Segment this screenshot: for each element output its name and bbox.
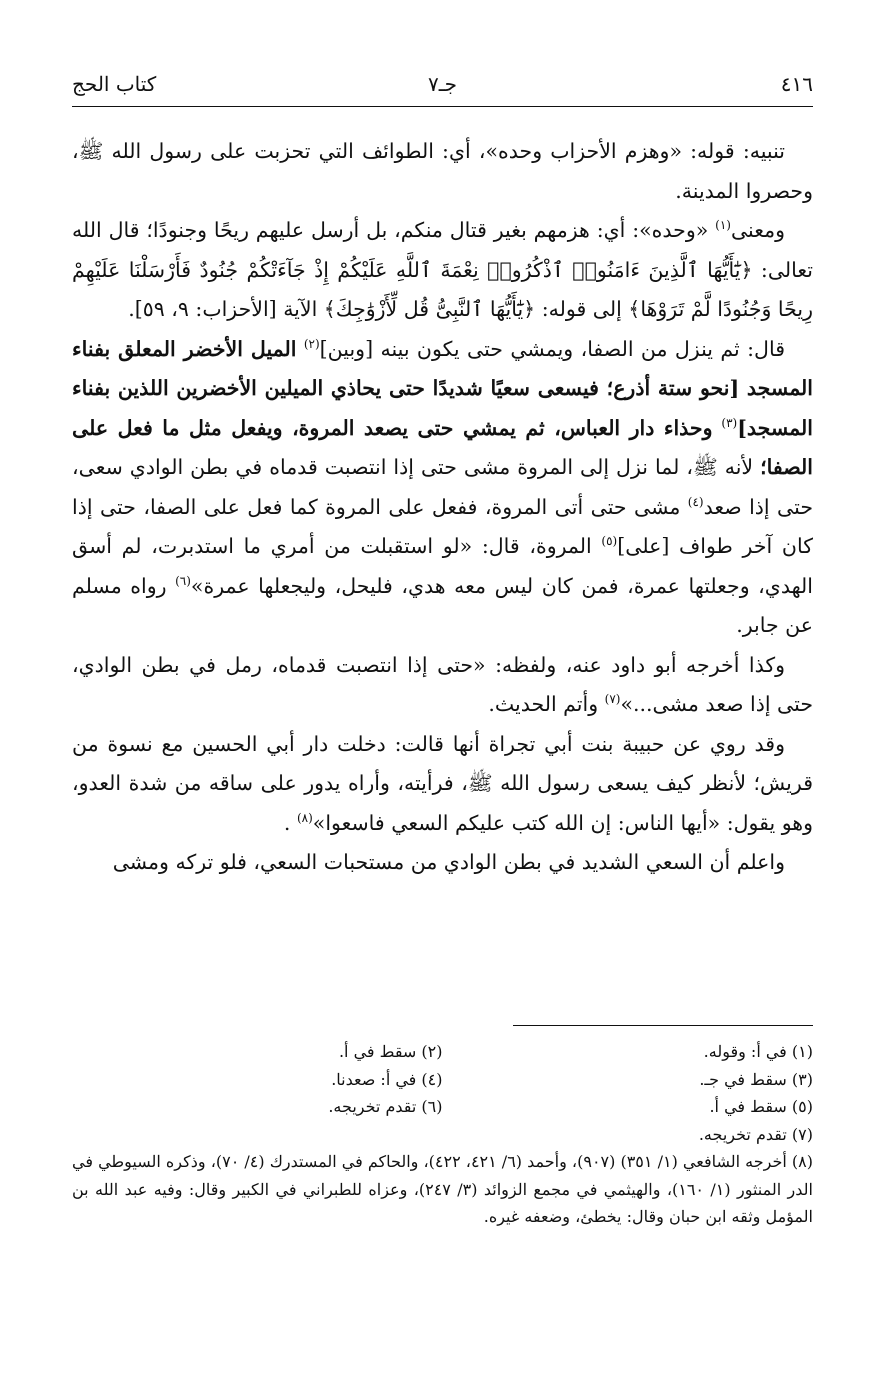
paragraph-sai [72,330,813,646]
text-segment: قال: ثم ينزل من الصفا، ويمشي حتى يكون بينه [وبين] [319,336,785,361]
header-rule [72,106,813,107]
paragraph-closing: واعلم أن السعي الشديد في بطن الوادي من مستحبات السعي، فلو تركه ومشى [112,850,785,874]
text-segment: . [283,810,291,835]
footnote-4: (٤) في أ: صعدنا. [331,1069,443,1089]
text-segment: المروة، قال: «لو استقبلت من أمري ما استدبرت، لم أسق الهدي، وجعلتها عمرة، فمن كان ليس معه هدي، فليحل، وليجعلها عمرة» [72,534,813,598]
footnote-ref: (٦) [175,573,191,588]
footnote-ref: (٣) [721,415,738,430]
bold-text: الميل الأخضر المعلق بفناء المسجد [نحو ستة أذرع؛ فيسعى سعيًا شديدًا حتى يحاذي الميلين الأخضرين اللذين بفناء المسجد] [72,336,813,440]
footnote-row [72,1093,813,1121]
text-segment: رواه مسلم عن جابر. [72,573,813,637]
footnote-5: (٥) سقط في أ. [709,1097,813,1116]
paragraph-meaning [72,211,813,330]
book-title: كتاب الحج [72,72,157,96]
footnote-ref: (١) [715,218,731,233]
footnote-1: (١) في أ: وقوله. [703,1042,813,1061]
page-number: ٤١٦ [780,72,813,96]
text-segment: لأنه ﷺ، لما نزل إلى المروة مشى حتى إذا انتصبت قدماه في بطن الوادي سعى، حتى إذا صعد [72,455,813,519]
footnote-ref: (٥) [601,534,618,549]
volume-label: جـ٧ [428,72,457,96]
paragraph-abudawud [72,646,813,725]
footnote-rule [513,1025,813,1026]
bold-text: وحذاء دار العباس، ثم يمشي حتى يصعد المروة، ويفعل مثل ما فعل على الصفا؛ [72,415,813,479]
footnote-ref: (٨) [296,810,313,825]
text-segment: «وحده»: أي: هزمهم بغير قتال منكم، بل أرسل عليهم ريحًا وجنودًا؛ قال الله تعالى: ﴿يَٰٓأَيُّهَا ٱلَّذِينَ ءَامَنُوا۟ ٱذْكُرُوا۟ نِعْمَةَ ٱللَّهِ عَلَيْكُمْ إِذْ جَآءَتْكُمْ جُنُودٌ فَأَرْسَلْنَا عَلَيْهِمْ رِيحًا وَجُنُودًا لَّمْ تَرَوْهَا﴾ إلى قوله: ﴿يَٰٓأَيُّهَا ٱلنَّبِىُّ قُل لِّأَزْوَٰجِكَ﴾ الآية [الأحزاب: ٩، ٥٩]. [72,218,813,321]
text-segment: وكذا أخرجه أبو داود عنه، ولفظه: «حتى إذا انتصبت قدماه، رمل في بطن الوادي، حتى إذا صعد مشى...» [72,652,813,716]
footnote-3: (٣) سقط في جـ. [699,1069,813,1089]
footnote-ref: (٢) [303,336,320,351]
footnote-ref: (٤) [687,494,704,509]
main-text [72,132,813,883]
footnote-row [72,1038,813,1066]
footnote-8: (٨) أخرجه الشافعي (١/ ٣٥١) (٩٠٧)، وأحمد (٦/ ٤٢١، ٤٢٢)، والحاكم في المستدرك (٤/ ٧٠)، وذكره السيوطي في الدر المنثور (١/ ١٦٠)، والهيثمي في مجمع الزوائد (٣/ ٢٤٧)، وعزاه للطبراني في الكبير وقال: وفيه عبد الله بن المؤمل وثقه ابن حبان وقال: يخطئ، وضعفه غيره. [72,1152,813,1226]
footnote-ref: (٧) [604,692,621,707]
footnote-row [72,1066,813,1094]
footnote-7: (٧) تقدم تخريجه. [698,1124,813,1144]
footnote-6: (٦) تقدم تخريجه. [328,1097,443,1116]
text-segment: وأتم الحديث. [488,692,599,716]
running-header [72,72,813,100]
text-segment: وقد روي عن حبيبة بنت أبي تجراة أنها قالت: دخلت دار أبي الحسين مع نسوة من قريش؛ لأنظر كيف يسعى رسول الله ﷺ، فرأيته، وأراه يدور على ساقه من شدة العدو، وهو يقول: «أيها الناس: إن الله كتب عليكم السعي فاسعوا» [72,731,813,835]
paragraph-note: تنبيه: قوله: «وهزم الأحزاب وحده»، أي: الطوائف التي تحزبت على رسول الله ﷺ، وحصروا المدينة. [72,139,813,203]
text-segment: مشى حتى أتى المروة، ففعل على المروة كما فعل على الصفا، حتى إذا كان آخر طواف [على] [72,494,813,558]
footnotes [72,1038,813,1231]
footnote-2: (٢) سقط في أ. [338,1042,443,1061]
text-segment: ومعنى [730,218,785,242]
paragraph-habiba [72,725,813,844]
